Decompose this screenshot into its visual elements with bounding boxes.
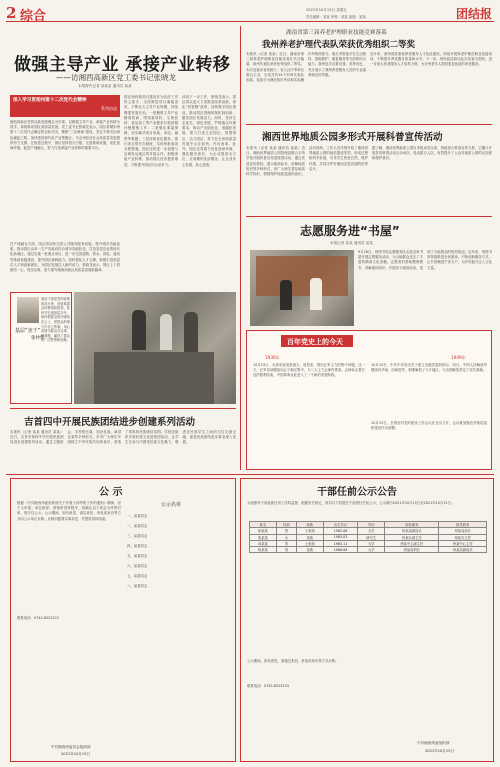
divider <box>246 216 492 217</box>
series-banner-title: 深入学习贯彻州第十二次党代会精神 <box>13 98 87 103</box>
column-header: 姓名 <box>250 522 277 528</box>
table-cell: 苗族 <box>296 547 323 553</box>
cadre-footer: 公示期间，如有意见，请通过来信、来电或来访等方式反映。 <box>247 659 339 663</box>
table-cell: 州某中心主任 <box>439 540 487 546</box>
table-cell: 大学 <box>358 547 385 553</box>
cadre-intro: 为加强对干部选拔任用工作的监督，根据有关规定，现对以下拟提任干部进行任前公示，公示期为2021年10月15日至2021年10月21日。 <box>247 501 455 505</box>
history-right-text: 10月15日，中共中央发出关于建立各级党委的指示。同日，中国人民解放军继续向华南、西南进军，相继解放了大片地区，为全国解放奠定了坚实基础。 <box>371 363 487 373</box>
history-left-text: 10月15日，毛泽东致电张闻天、周恩来，指出红军主力的集中问题。这一天，红军各部继续向会宁地区集中，为三大主力会师作准备。会师标志着长征的胜利结束，中国革命从此进入了一个新的发展阶段。 <box>253 363 365 378</box>
notice-box <box>10 478 236 762</box>
cadre-date: 2021年10月15日 <box>425 749 455 753</box>
left-byline: 本报特约记者 某某某 通讯员 某某 <box>78 84 132 88</box>
vertical-divider <box>240 26 241 470</box>
cadre-box <box>240 478 494 762</box>
competition-headline: 我州养老护理代表队荣获优秀组织二等奖 <box>262 40 416 50</box>
profile-name: 张仲华 <box>31 336 45 341</box>
notice-signature: 中共湘西州委员会组织部 <box>51 745 91 749</box>
left-col2-text: 园区始终把项目建设作为经济工作的主抓手，全面推进项目落地见效，不断壮大主导产业规模，持续增强发展后劲。一是聚焦主导产业精准招商，围绕新材料、生物医药、食品加工等产业链条开展延链补链强链工作；二是强化要素保障，切实解决项目用地、用电、融资等难题；三是持续优化服务，推行项目帮代办制度，实现审批事项全程提速。园区还将进一步加强与沿海发达地区的对接合作，积极承接产业转移，推动园区经济提质增效，不断提升园区综合竞争力。 <box>124 95 178 167</box>
column-header: 性别 <box>276 522 296 528</box>
profile-text: 基层干部是党的政策的执行者，是联系群众的桥梁和纽带。张仲华扎根基层多年，始终把群众的冷暖放在心上，把群众的事当作自己的事，用心用情为群众办实事、解难题，赢得了群众的广泛赞誉和信赖。 <box>41 297 70 343</box>
column-header: 现任职务 <box>385 522 439 528</box>
table-cell: 女 <box>276 534 296 540</box>
history-date-right: 1949年 <box>451 355 466 360</box>
library-photo <box>250 250 354 326</box>
library-byline: 本报记者 某某 通讯员 某某 <box>330 241 373 245</box>
table-cell: 男 <box>276 540 296 546</box>
exhibition-text: 本报讯（记者 某某 通讯员 某某）近日，湘西世界地质公园管理局联合多所学校开展科普宣传进校园活动，通过发放宣传资料、展示地质标本、讲解地质知识等多种形式，向广大师生普及地质科学知识，增强保护地质遗迹的意识。活动现场，工作人员详细介绍了湘西世界地质公园的地质遗迹类型、形成过程和科学价值，引导学生热爱自然、保护环境，共同守护好湘西这张亮丽的世界名片。 <box>246 146 368 177</box>
left-headline: 做强主导产业 承接产业转移 <box>14 55 231 75</box>
divider <box>246 124 492 125</box>
table-cell: 1985.03 <box>323 534 358 540</box>
table-cell: 州某局副局长 <box>385 528 439 534</box>
table-cell: 1983.11 <box>323 540 358 546</box>
table-cell: 州某局局长 <box>439 528 487 534</box>
left-subtitle: ——访湘西高新区党工委书记张晓龙 <box>56 73 176 82</box>
table-cell: 向某某 <box>250 540 277 546</box>
notice-text: 根据《中共湘西州委组织部关于开展干部考察工作的通知》精神，经个人申报、单位推荐、资格审查等程序，拟确定以下同志为考察对象，现予以公示。公示期间，如有意见，请以来信、来电或来访等方式向公示单位反映。反映问题要实事求是，并提供具体线索。 <box>17 501 121 521</box>
page-header <box>6 4 494 22</box>
divider <box>10 408 236 409</box>
table-cell: 彭某某 <box>250 528 277 534</box>
history-title: 百年党史上的今天 <box>287 338 343 346</box>
series-banner <box>10 95 120 117</box>
list-item: 四、某某同志 <box>127 544 148 548</box>
table-cell: 州某办副主任 <box>385 534 439 540</box>
column-header: 拟任职务 <box>439 522 487 528</box>
section-name: 综合 <box>20 9 47 24</box>
history-box <box>246 330 492 470</box>
table-cell: 1982.06 <box>323 528 358 534</box>
table-cell: 土家族 <box>296 540 323 546</box>
cadre-signature: 中共湘西州委组织部 <box>417 741 450 745</box>
history-date-left: 1936年 <box>265 355 280 360</box>
column-header: 民族 <box>296 522 323 528</box>
column-header: 出生年月 <box>323 522 358 528</box>
left-col4-text: 在产城融合方面，园区将加快完善公共服务配套设施，提升城市功能品质，推动园区由单一生产功能向综合城市功能转变，打造宜居宜业的现代化新城区。通过实施一批重点项目，进一步完善道路、供水、供电、通讯等基础设施建设，提升园区承载能力。同时强化人才支撑，积极引进高层次人才和创新团队，为园区发展注入新的动力。张晓龙表示，园区上下将团结一心、攻坚克难，奋力谱写湘西高新区高质量发展新篇章。 <box>10 242 120 273</box>
cadre-title: 干部任前公示公告 <box>317 487 397 498</box>
table-cell: 州某办主任 <box>439 534 487 540</box>
bottom-divider <box>6 474 494 475</box>
main-news-photo <box>74 292 236 404</box>
jishou-text: 本报讯（记者 某某 通讯员 某某）近日，吉首市第四中学开展民族团结进步创建系列活动，通过主题班会、手抄报比赛、知识竞赛、演讲比赛等多种形式，引导广大师生牢固树立中华民族共同体意识，营造了浓厚的民族团结氛围。学校还组织开展民族文化进校园活动，让学生在参与中感受民族文化魅力，增进各民族学生之间的交往交流交融，促进民族团结进步事业深入发展。 <box>10 430 236 445</box>
table-row <box>250 547 487 553</box>
table-cell: 大学 <box>358 540 385 546</box>
library-text: 9月28日，州图书馆志愿服务队走进农家书屋开展志愿服务活动，为当地群众送去了丰富的精神文化食粮。志愿者们帮助整理图书、讲解阅读知识、开展亲子阅读活动，受到了当地群众的热烈欢迎。近年来，州图书馆持续推进全民阅读，不断创新服务方式，让书香飘进千家万户，为乡村振兴注入文化力量。 <box>358 250 492 270</box>
table-cell: 州某局科长 <box>385 547 439 553</box>
list-item: 五、某某同志 <box>127 554 148 558</box>
masthead-logo: 团结报 <box>456 7 493 21</box>
table-cell: 大学 <box>358 528 385 534</box>
table-cell: 州某局副局长 <box>439 547 487 553</box>
notice-title: 公 示 <box>99 487 123 498</box>
list-item: 八、某某同志 <box>127 584 148 588</box>
exhibition-headline: 湘西世界地质公园多形式开展科普宣传活动 <box>262 132 443 143</box>
list-item: 六、某某同志 <box>127 564 148 568</box>
cadre-table <box>249 521 487 553</box>
table-cell: 杨某某 <box>250 547 277 553</box>
notice-contact: 联系电话：0743-8522222 <box>17 616 59 620</box>
series-banner-sub: 系列访谈 <box>101 106 117 111</box>
profile-photo <box>17 297 39 323</box>
page-number: 2 <box>6 4 17 22</box>
table-cell: 张某某 <box>250 534 277 540</box>
left-col3-text: 谈到下一步工作，张晓龙表示，园区将以更大力度推进改革创新，深化“放管服”改革，加快数字园区建设，推动园区管理体制机制创新，激发园区发展活力。同时，坚持生态优先、绿色发展，严格落实环保要求，推动产业绿色化、低碳化发展，着力打造生态园区、智慧园区、活力园区，努力在全州高质量发展中走在前列、作出表率。此外，园区还将着力优化营商环境，强化服务意识，为企业提供全方位、全周期的优质服务，让企业安心发展、放心投资。 <box>182 95 236 167</box>
list-item: 一、某某同志 <box>127 514 148 518</box>
left-intro-text: 湘西高新区坚持以新发展理念为引领，以做强主导产业、承接产业转移为抓手，持续推动园区高质量发展。党工委书记张晓龙表示，园区将紧扣州第十二次党代会确定的目标任务，聚焦“三区两地”建设，坚定不移走好绿色崛起之路，加快建设现代化产业集聚区，为全州经济社会高质量发展提供有力支撑。在推进过程中，园区坚持招大引强，完善基础设施，优化营商环境，促进产城融合，努力打造承接产业转移的重要平台。 <box>10 120 120 151</box>
notice-date: 2021年10月15日 <box>61 752 91 756</box>
issue-date: 2021年10月15日 星期五 <box>306 8 347 12</box>
library-headline: 志愿服务进“书屋” <box>300 224 400 238</box>
history-right-text-2: 10月15日，全国农村党的建设工作会议在北京召开，会议就加强农村基层组织建设作出部署。 <box>371 421 487 431</box>
notice-name-list <box>127 511 231 591</box>
exhibition-text-2: 据了解，湘西世界地质公园自申报成功以来，持续加大科普宣传力度，已累计开展各类科普活动百余场次，受众数万人次，有效提升了公众对地质公园的认知度和保护意识。 <box>372 146 492 161</box>
table-cell: 男 <box>276 528 296 534</box>
list-item: 七、某某同志 <box>127 574 148 578</box>
competition-kicker: 湖南省第三届养老护理职业技能竞赛落幕 <box>286 30 387 36</box>
table-cell: 土家族 <box>296 528 323 534</box>
table-cell: 男 <box>276 547 296 553</box>
editor-line: 责任编辑：某某 审校：某某 组版：某某 <box>306 15 366 19</box>
profile-box <box>10 292 72 404</box>
table-cell: 苗族 <box>296 534 323 540</box>
list-item: 二、某某同志 <box>127 524 148 528</box>
notice-list-title: 公示名单 <box>161 502 182 508</box>
table-cell: 研究生 <box>358 534 385 540</box>
column-header: 学历 <box>358 522 385 528</box>
competition-text-2: 近年来，我州高度重视养老服务人才队伍建设，持续开展养老护理员职业技能培训，不断提升养老服务质量和水平。下一步，州民政局将以此次竞赛为契机，进一步加大养老服务人才培养力度，为全州老年人提供更加优质的养老服务。 <box>370 52 492 67</box>
list-item: 三、某某同志 <box>127 534 148 538</box>
cadre-contact: 联系电话：0743-8523333 <box>247 684 289 688</box>
competition-text: 本报讯（记者 某某）近日，湖南省第三届养老护理职业技能竞赛在长沙落幕，我州代表队荣获优秀组织二等奖。本次竞赛由省民政厅、省人社厅等单位联合主办，全省共有14个市州代表队参赛。竞赛分为理论知识考试和实际操作考核两部分，重点考察选手在生活照料、基础照护、康复服务等方面的综合能力。我州选手沉着应战、发挥出色，充分展示了我州养老服务人员的专业素养和良好风貌。 <box>246 52 366 83</box>
table-cell: 1986.08 <box>323 547 358 553</box>
profile-title: 基层“実干” <box>15 328 41 334</box>
jishou-headline: 吉首四中开展民族团结进步创建系列活动 <box>24 417 196 428</box>
table-cell: 州某中心副主任 <box>385 540 439 546</box>
